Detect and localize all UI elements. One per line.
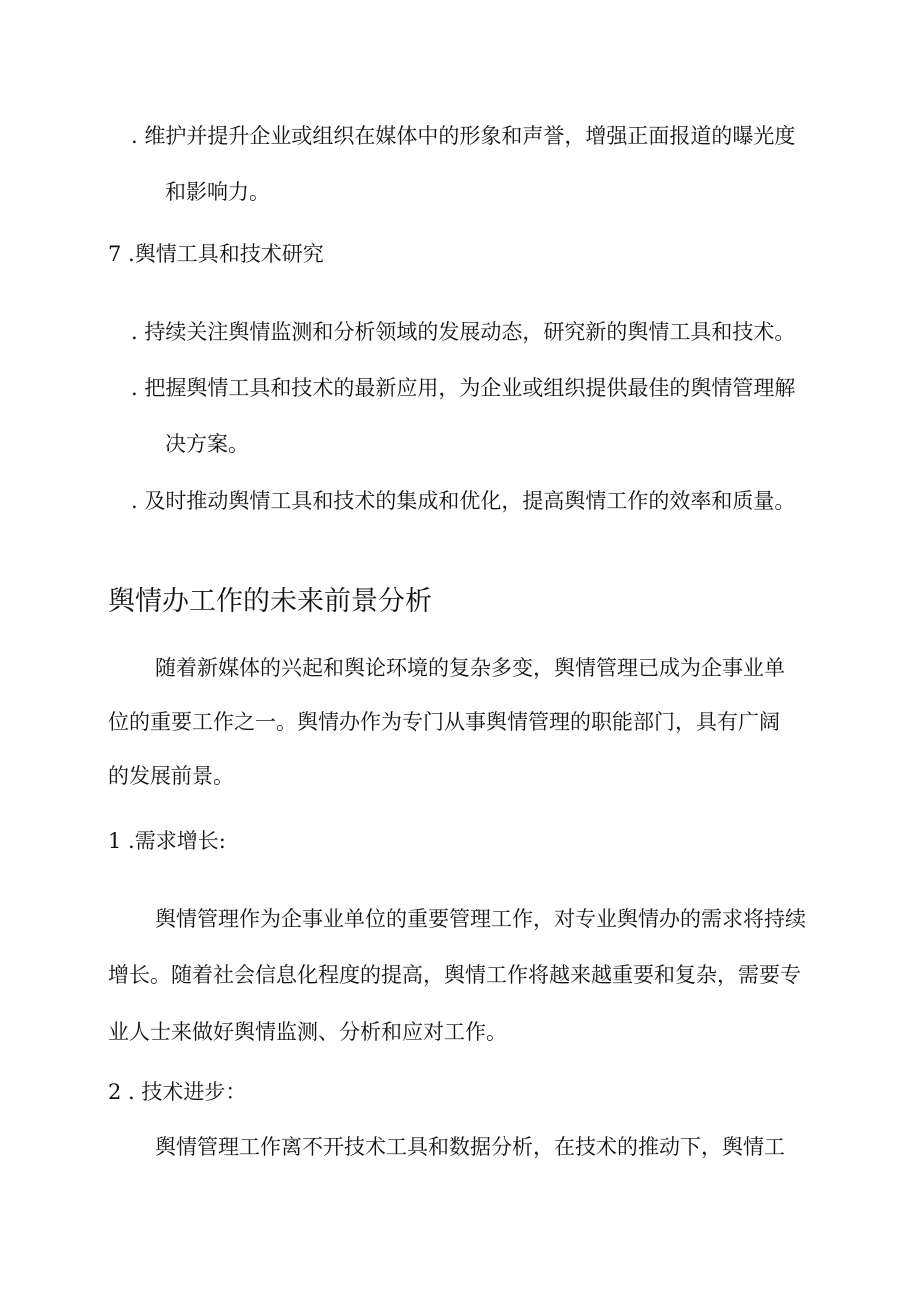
paragraph-line: 位的重要工作之一。舆情办作为专门从事舆情管理的职能部门，具有广阔 xyxy=(108,710,780,734)
item-2-title: 2 . 技术进步： xyxy=(108,1080,247,1104)
section-heading: 舆情办工作的未来前景分析 xyxy=(108,586,432,617)
item-1-title: 1 .需求增长: xyxy=(108,829,226,853)
bullet-item: . 把握舆情工具和技术的最新应用，为企业或组织提供最佳的舆情管理解 xyxy=(131,376,796,400)
bullet-item-continuation: 决方案。 xyxy=(165,432,249,456)
bullet-item-continuation: 和影响力。 xyxy=(165,180,270,204)
paragraph-line: 舆情管理工作离不开技术工具和数据分析，在技术的推动下，舆情工 xyxy=(155,1135,785,1159)
bullet-item: . 及时推动舆情工具和技术的集成和优化，提高舆情工作的效率和质量。 xyxy=(131,489,796,513)
section-7-title: 7 .舆情工具和技术研究 xyxy=(108,242,324,266)
bullet-item: . 维护并提升企业或组织在媒体中的形象和声誉，增强正面报道的曝光度 xyxy=(131,124,796,148)
paragraph-line: 的发展前景。 xyxy=(108,764,234,788)
paragraph-line: 舆情管理作为企事业单位的重要管理工作，对专业舆情办的需求将持续 xyxy=(155,907,806,931)
bullet-item: . 持续关注舆情监测和分析领域的发展动态，研究新的舆情工具和技术。 xyxy=(131,320,796,344)
paragraph-line: 随着新媒体的兴起和舆论环境的复杂多变，舆情管理已成为企事业单 xyxy=(155,656,785,680)
paragraph-line: 增长。随着社会信息化程度的提高，舆情工作将越来越重要和复杂，需要专 xyxy=(108,963,801,987)
paragraph-line: 业人士来做好舆情监测、分析和应对工作。 xyxy=(108,1020,507,1044)
